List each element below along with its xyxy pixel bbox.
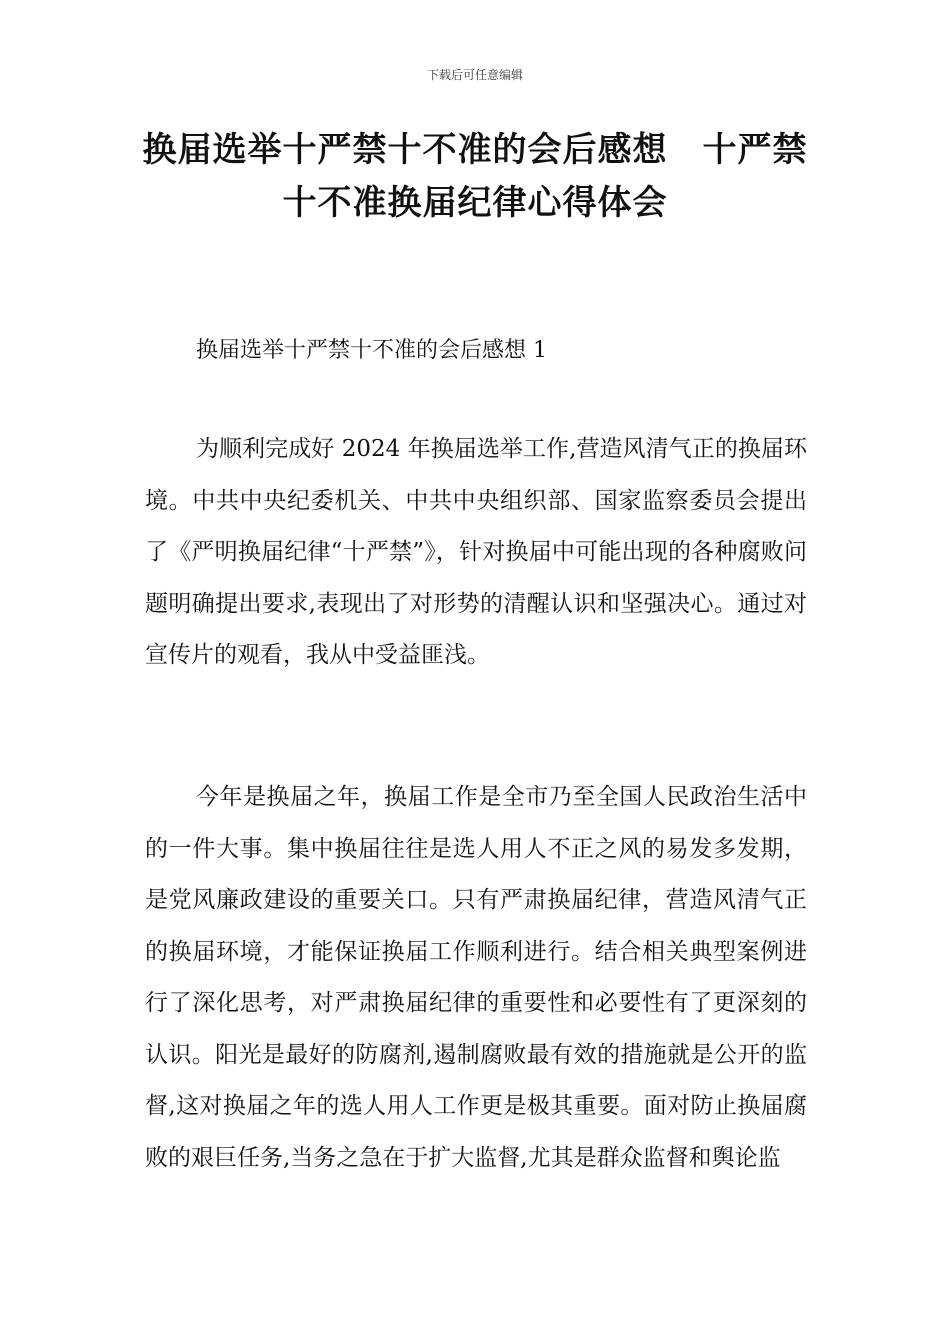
body-paragraph: 今年是换届之年，换届工作是全市乃至全国人民政治生活中的一件大事。集中换届往往是选人用人不正之风的易发多发期，是党风廉政建设的重要关口。只有严肃换届纪律，营造风清气正的换届环境，才能保证换届工作顺利进行。结合相关典型案例进行了深化思考，对严肃换届纪律的重要性和必要性有了更深刻的认识。阳光是最好的防腐剂,遏制腐败最有效的措施就是公开的监督,这对换届之年的选人用人工作更是极其重要。面对防止换届腐败的艰巨任务,当务之急在于扩大监督,尤其是群众监督和舆论监 xyxy=(145,784,807,1171)
header-note: 下载后可任意编辑 xyxy=(426,68,523,82)
section-subheading: 换届选举十严禁十不准的会后感想 1 xyxy=(196,338,547,363)
body-paragraph: 为顺利完成好 2024 年换届选举工作,营造风清气正的换届环境。中共中央纪委机关、中共中央组织部、国家监察委员会提出了《严明换届纪律“十严禁”》，针对换届中可能出现的各种腐败问题明确提出要求,表现出了对形势的清醒认识和坚强决心。通过对宣传片的观看，我从中受益匪浅。 xyxy=(145,436,807,668)
document-title: 换届选举十严禁十不准的会后感想 十严禁十不准换届纪律心得体会 xyxy=(142,130,808,223)
